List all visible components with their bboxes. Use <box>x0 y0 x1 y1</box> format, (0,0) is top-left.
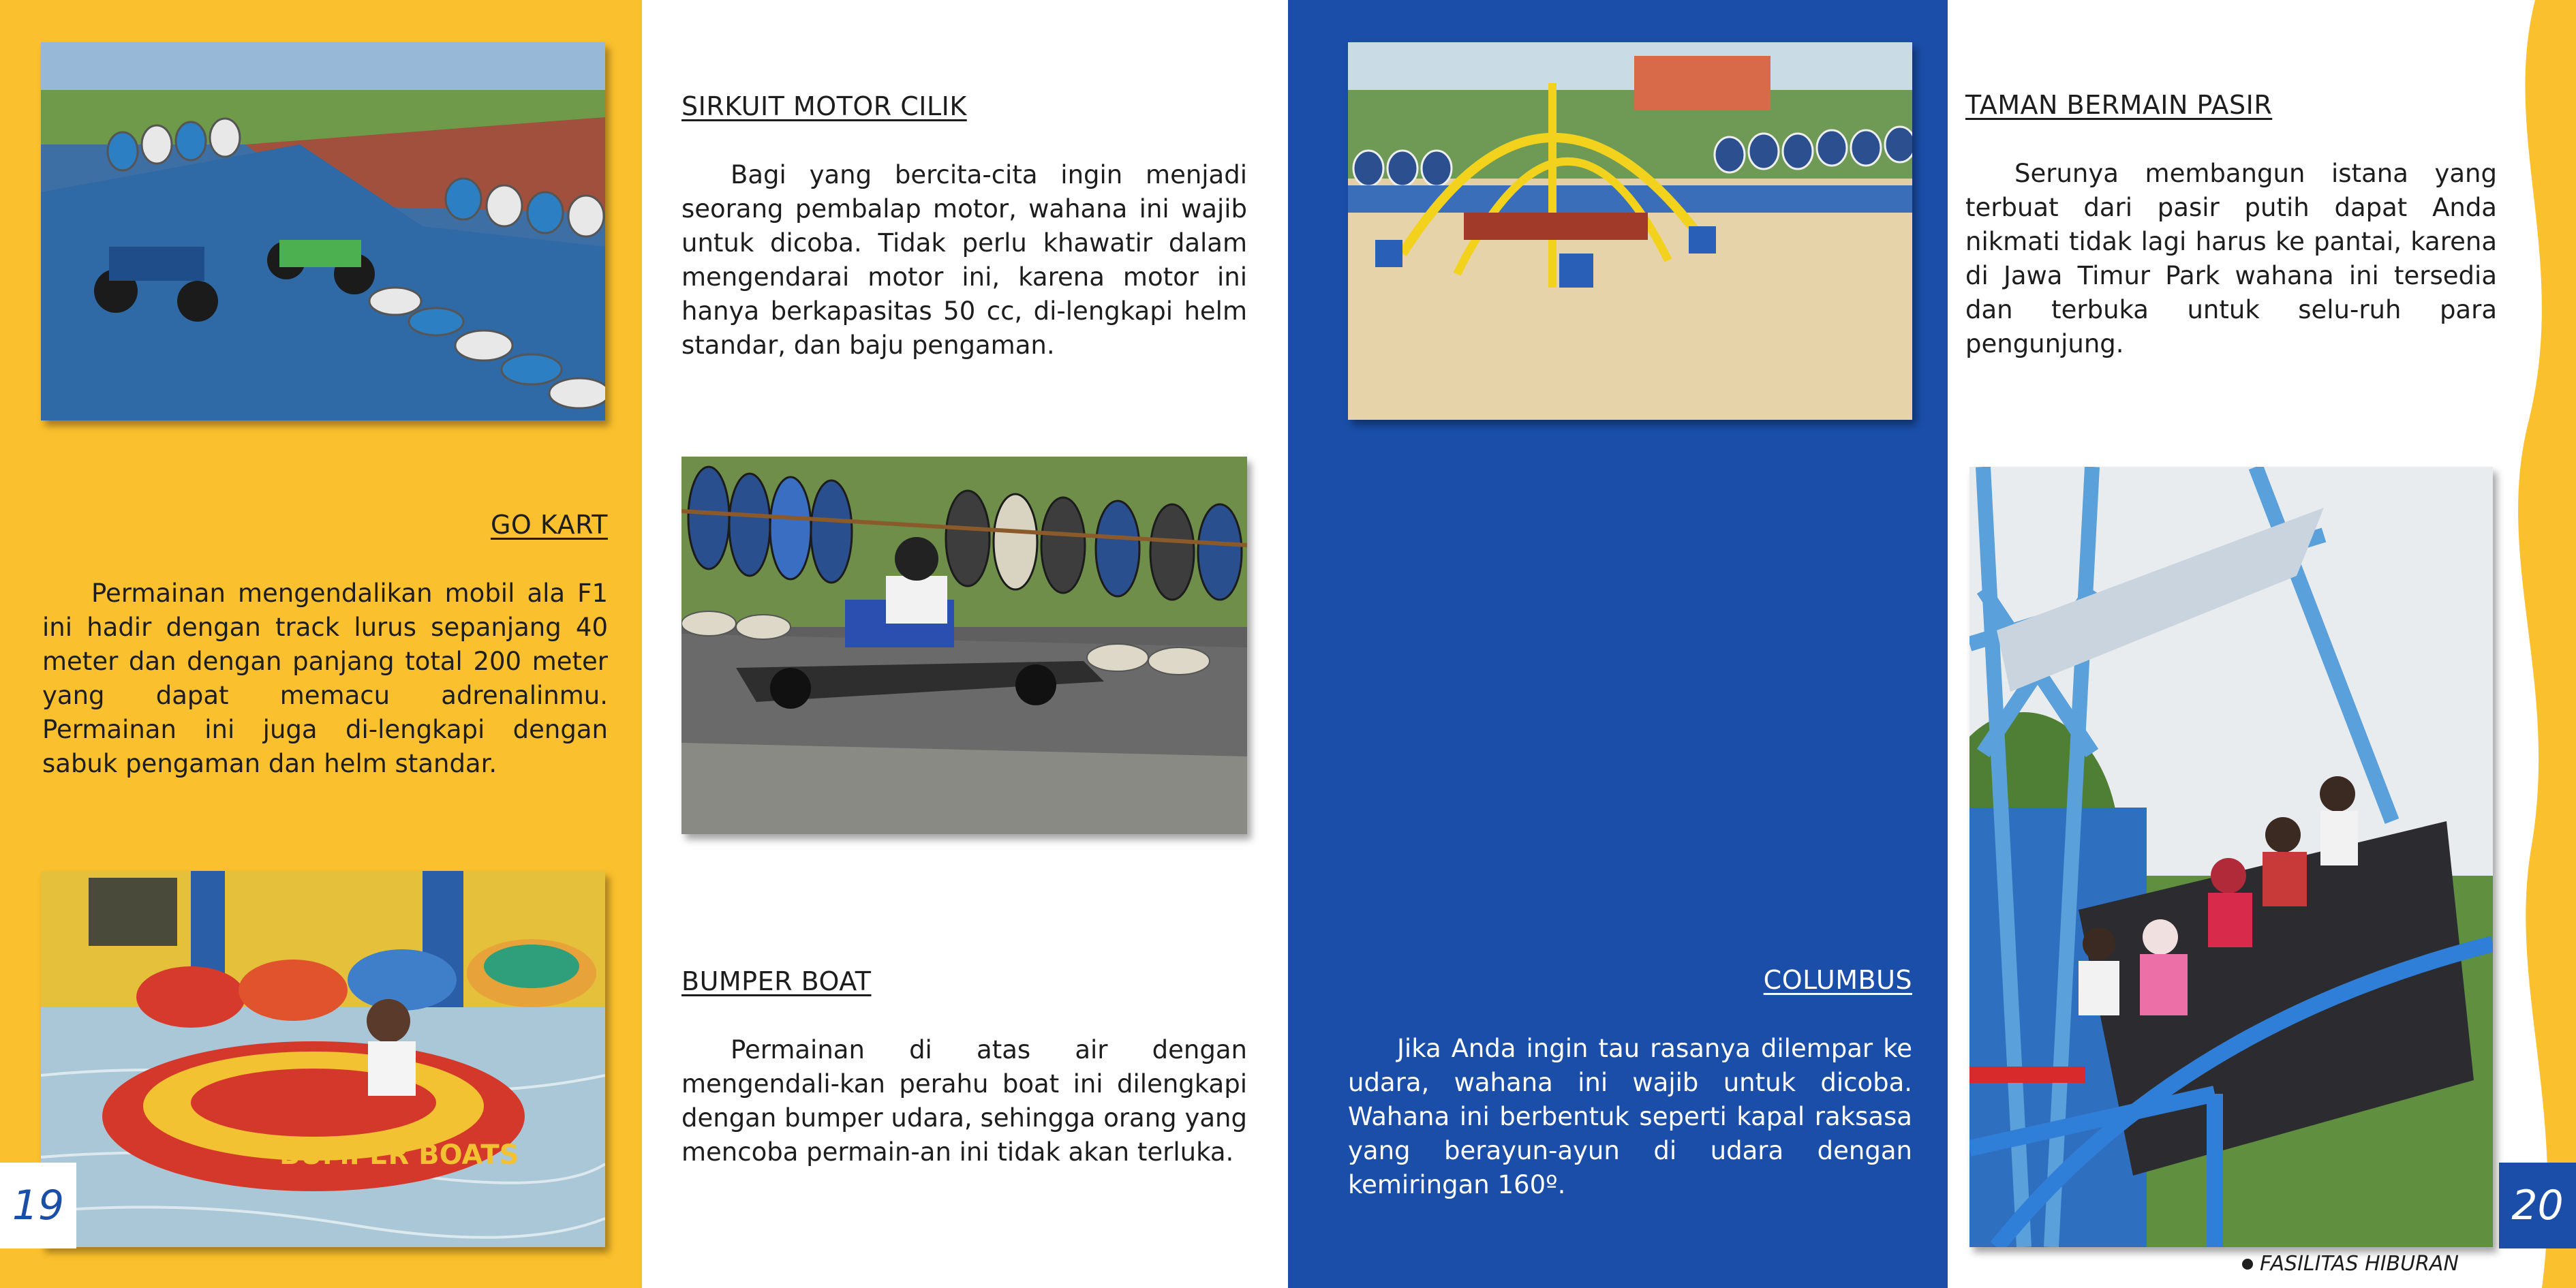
go-kart-title: GO KART <box>490 510 608 540</box>
page-number-right: 20 <box>2499 1163 2576 1248</box>
yellow-wave-edge <box>2494 0 2576 1288</box>
columbus-title: COLUMBUS <box>1763 965 1912 995</box>
sirkuit-title: SIRKUIT MOTOR CILIK <box>681 91 967 121</box>
bullet-icon <box>2242 1259 2253 1270</box>
bumper-boat-title: BUMPER BOAT <box>681 966 872 996</box>
go-kart-body: Permainan mengendalikan mobil ala F1 ini hadir dengan track lurus sepanjang 40 meter dan dengan panjang total 200 meter yang dapat memacu adrenalinmu. Permainan ini juga di-lengkapi dengan sabuk pengaman dan helm standar. <box>42 579 608 778</box>
taman-pasir-title: TAMAN BERMAIN PASIR <box>1965 90 2273 120</box>
bumper-boat-photo <box>41 871 605 1247</box>
boat-lettering: BUMPER BOATS <box>279 1139 519 1171</box>
columbus-ride-photo <box>1969 467 2493 1247</box>
footer-label: FASILITAS HIBURAN <box>2260 1252 2459 1276</box>
page-number-left: 19 <box>0 1163 76 1248</box>
go-kart-photo <box>681 457 1247 834</box>
columbus-body: Jika Anda ingin tau rasanya dilempar ke udara, wahana ini wajib untuk dicoba. Wahana ini berbentuk seperti kapal raksasa yang berayun-ayun di udara dengan kemiringan 160º. <box>1348 1034 1912 1199</box>
bumper-boat-body: Permainan di atas air dengan mengendali-kan perahu boat ini dilengkapi dengan bumper udara, sehingga orang yang mencoba permain-an ini tidak akan terluka. <box>681 1035 1247 1167</box>
sirkuit-body: Bagi yang bercita-cita ingin menjadi seorang pembalap motor, wahana ini wajib untuk dicoba. Tidak perlu khawatir dalam mengendarai motor ini, karena motor ini hanya berkapasitas 50 cc, di-lengkapi helm standar, dan baju pengaman. <box>681 160 1247 360</box>
footer-section-label <box>2242 1252 2459 1276</box>
sand-playground-photo <box>1348 42 1912 420</box>
motor-track-photo <box>41 42 605 420</box>
taman-pasir-body: Serunya membangun istana yang terbuat dari pasir putih dapat Anda nikmati tidak lagi harus ke pantai, karena di Jawa Timur Park wahana ini tersedia dan terbuka untuk selu-ruh para pengunjung. <box>1965 159 2497 358</box>
